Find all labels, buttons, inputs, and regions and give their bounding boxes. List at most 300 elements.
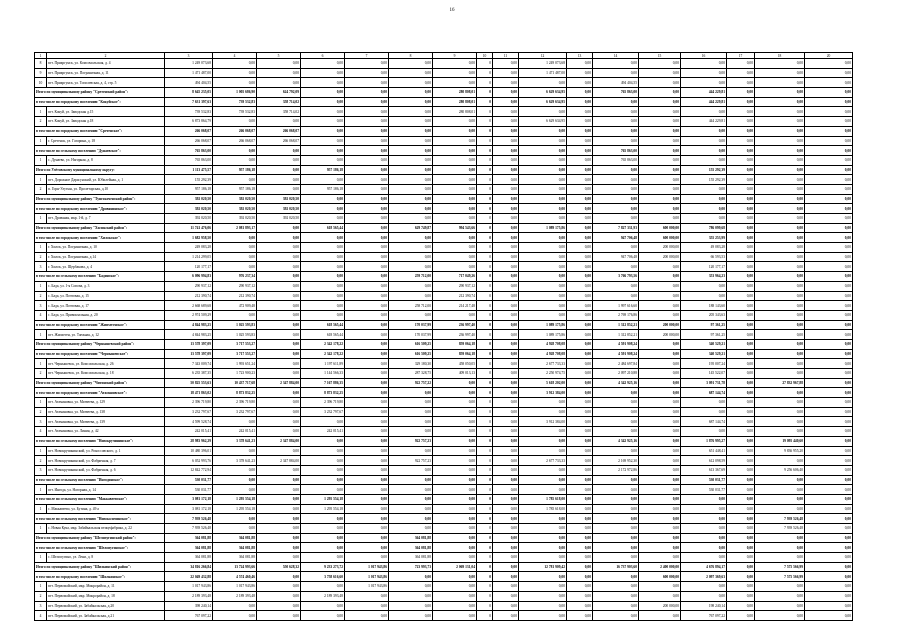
value-cell: 0,00 <box>755 233 805 243</box>
row-index: 4 <box>35 427 47 437</box>
value-cell: 155 292,39 <box>165 175 213 185</box>
value-cell: 0,00 <box>345 398 389 408</box>
value-cell: 0,00 <box>727 582 755 592</box>
value-cell: 0,00 <box>567 398 593 408</box>
value-cell: 0,00 <box>257 611 301 621</box>
value-cell: 0,00 <box>567 572 593 582</box>
value-cell: 0 <box>477 553 493 563</box>
value-cell: 7 167 886,35 <box>301 378 345 388</box>
address-cell: с. Бада, ул. 1-я Сопова, д. 3 <box>47 281 165 291</box>
value-cell: 0,00 <box>519 398 567 408</box>
row-index: 1 <box>35 582 47 592</box>
value-cell: 0,00 <box>345 485 389 495</box>
value-cell: 0,00 <box>755 272 805 282</box>
value-cell: 0,00 <box>681 78 727 88</box>
value-cell: 0,00 <box>345 427 389 437</box>
value-cell: 0,00 <box>755 553 805 563</box>
value-cell: 0,00 <box>345 436 389 446</box>
value-cell: 266 068,07 <box>257 126 301 136</box>
value-cell: 0,00 <box>433 407 477 417</box>
value-cell: 392 020,50 <box>165 194 213 204</box>
value-cell: 0,00 <box>519 126 567 136</box>
value-cell: 0,00 <box>805 146 853 156</box>
value-cell: 4 591 908,24 <box>593 349 639 359</box>
value-cell: 0,00 <box>433 262 477 272</box>
value-cell: 0,00 <box>213 78 257 88</box>
value-cell: 28 983 962,29 <box>165 436 213 446</box>
value-cell: 9 233 273,72 <box>301 562 345 572</box>
value-cell: 0,00 <box>639 155 681 165</box>
value-cell: 717 049,26 <box>433 272 477 282</box>
row-index: 1 <box>35 330 47 340</box>
value-cell: 0,00 <box>389 155 433 165</box>
value-cell: 340 529,21 <box>681 339 727 349</box>
table-row <box>35 59 853 69</box>
value-cell: 0,00 <box>567 533 593 543</box>
value-cell: 0,00 <box>493 262 519 272</box>
value-cell: 0,00 <box>493 243 519 253</box>
value-cell: 0,00 <box>593 291 639 301</box>
value-cell: 1 312 852,21 <box>593 320 639 330</box>
value-cell: 27 832 967,88 <box>755 378 805 388</box>
value-cell: 10 480 396,01 <box>165 446 213 456</box>
value-cell: 7 575 566,99 <box>755 572 805 582</box>
value-cell: 0 <box>477 359 493 369</box>
value-cell: 0,00 <box>567 223 593 233</box>
value-cell: 0,00 <box>301 88 345 98</box>
value-cell: 7 343 009,74 <box>165 359 213 369</box>
value-cell: 0,00 <box>593 582 639 592</box>
value-cell: 364 081,88 <box>389 533 433 543</box>
value-cell: 0,00 <box>257 475 301 485</box>
value-cell: 0,00 <box>727 369 755 379</box>
value-cell: 7 631 397,63 <box>165 97 213 107</box>
value-cell: 0,00 <box>593 165 639 175</box>
row-index: 3 <box>35 262 47 272</box>
value-cell: 947 706,48 <box>593 233 639 243</box>
value-cell: 0,00 <box>727 165 755 175</box>
row-index: 1 <box>35 504 47 514</box>
value-cell: 0,00 <box>389 175 433 185</box>
value-cell: 0,00 <box>681 184 727 194</box>
row-label: в том числе по сельскому поселению "Шелопугинское": <box>35 543 165 553</box>
value-cell: 0,00 <box>257 243 301 253</box>
address-cell: с. Бада, ул. Привокзальная, д. 20 <box>47 310 165 320</box>
value-cell: 0,00 <box>593 262 639 272</box>
value-cell: 0,00 <box>567 407 593 417</box>
value-cell: 1 113 475,57 <box>165 165 213 175</box>
value-cell: 0,00 <box>567 136 593 146</box>
value-cell: 200 000,00 <box>639 320 681 330</box>
value-cell: 2 396 719,80 <box>301 398 345 408</box>
row-index: 1 <box>35 281 47 291</box>
value-cell: 957 186,18 <box>301 184 345 194</box>
value-cell: 0,00 <box>639 582 681 592</box>
address-cell: пгт. Первомайский, мкр. Микрорайон, д. 18 <box>47 591 165 601</box>
value-cell: 6 096 994,83 <box>165 272 213 282</box>
value-cell: 0,00 <box>433 446 477 456</box>
value-cell: 0,00 <box>593 514 639 524</box>
value-cell: 280 808,01 <box>433 97 477 107</box>
value-cell: 0,00 <box>805 214 853 224</box>
value-cell: 7 939 526,48 <box>165 514 213 524</box>
value-cell: 0,00 <box>389 233 433 243</box>
value-cell: 0,00 <box>493 291 519 301</box>
value-cell: 0 <box>477 572 493 582</box>
value-cell: 0,00 <box>433 204 477 214</box>
value-cell: 0,00 <box>345 591 389 601</box>
value-cell: 2 189 393,48 <box>165 591 213 601</box>
table-row <box>35 252 853 262</box>
row-label: Итого по муниципальному району "Шелопугинский район": <box>35 533 165 543</box>
column-number-cell: 11 <box>493 53 519 59</box>
value-cell: 392 020,50 <box>165 214 213 224</box>
row-label: в том числе по городскому поселению "Сретенское": <box>35 126 165 136</box>
value-cell: 0,00 <box>519 165 567 175</box>
value-cell: 765 863,00 <box>165 155 213 165</box>
value-cell: 0,00 <box>389 591 433 601</box>
value-cell: 0,00 <box>567 611 593 621</box>
value-cell: 66 593,53 <box>681 252 727 262</box>
value-cell: 0,00 <box>593 475 639 485</box>
value-cell: 4 591 908,24 <box>593 339 639 349</box>
value-cell: 0,00 <box>433 417 477 427</box>
value-cell: 0,00 <box>213 465 257 475</box>
table-row <box>35 136 853 146</box>
value-cell: 0,00 <box>519 533 567 543</box>
value-cell: 120 177,17 <box>165 262 213 272</box>
value-cell: 0,00 <box>213 514 257 524</box>
value-cell: 0,00 <box>301 456 345 466</box>
value-cell: 0 <box>477 281 493 291</box>
value-cell: 0,00 <box>639 59 681 69</box>
value-cell: 0,00 <box>493 310 519 320</box>
value-cell: 214 217,48 <box>433 301 477 311</box>
value-cell: 957 186,18 <box>213 165 257 175</box>
value-cell: 0,00 <box>755 59 805 69</box>
value-cell: 0,00 <box>519 281 567 291</box>
value-cell: 0,00 <box>493 388 519 398</box>
row-label: в том числе по городскому поселению "Атамановское": <box>35 388 165 398</box>
value-cell: 0,00 <box>519 436 567 446</box>
row-index: 1 <box>35 214 47 224</box>
value-cell: 0,00 <box>727 398 755 408</box>
value-cell: 0,00 <box>519 107 567 117</box>
address-cell: пгт. Кокуй, ул. Заводская д.15 <box>47 107 165 117</box>
value-cell: 0 <box>477 388 493 398</box>
value-cell: 0,00 <box>519 136 567 146</box>
value-cell: 0,00 <box>389 59 433 69</box>
value-cell: 0,00 <box>493 369 519 379</box>
value-cell: 0,00 <box>727 184 755 194</box>
value-cell: 6 629 634,95 <box>519 97 567 107</box>
table-row <box>35 214 853 224</box>
value-cell: 0,00 <box>593 214 639 224</box>
value-cell: 0 <box>477 214 493 224</box>
column-number-cell: 1 <box>35 53 47 59</box>
value-cell: 0,00 <box>493 475 519 485</box>
value-cell: 0,00 <box>567 281 593 291</box>
value-cell: 0,00 <box>639 339 681 349</box>
value-cell: 0,00 <box>493 533 519 543</box>
value-cell: 0,00 <box>345 407 389 417</box>
value-cell: 0,00 <box>639 175 681 185</box>
value-cell: 1 723 900,23 <box>213 369 257 379</box>
value-cell: 0,00 <box>805 446 853 456</box>
value-cell: 0,00 <box>301 243 345 253</box>
value-cell: 0,00 <box>213 262 257 272</box>
value-cell: 0,00 <box>389 184 433 194</box>
value-cell: 859 064,18 <box>433 339 477 349</box>
value-cell: 0,00 <box>213 59 257 69</box>
value-cell: 7 939 526,48 <box>755 524 805 534</box>
value-cell: 957 186,18 <box>301 165 345 175</box>
value-cell: 0,00 <box>681 553 727 563</box>
value-cell: 0,00 <box>805 533 853 543</box>
value-cell: 0 <box>477 59 493 69</box>
row-index: 2 <box>35 591 47 601</box>
table-total-row <box>35 272 853 282</box>
value-cell: 0,00 <box>755 281 805 291</box>
table-row <box>35 107 853 117</box>
value-cell: 0 <box>477 417 493 427</box>
value-cell: 0,00 <box>345 146 389 156</box>
value-cell: 0,00 <box>805 475 853 485</box>
value-cell: 0,00 <box>727 465 755 475</box>
value-cell: 0,00 <box>755 494 805 504</box>
value-cell: 0,00 <box>389 475 433 485</box>
value-cell: 0,00 <box>805 281 853 291</box>
value-cell: 7 939 526,48 <box>755 514 805 524</box>
value-cell: 8 645 235,05 <box>165 88 213 98</box>
value-cell: 0,00 <box>433 572 477 582</box>
value-cell: 0,00 <box>213 611 257 621</box>
address-cell: с. Маккавеево, ул. Бутина, д. 49 а <box>47 504 165 514</box>
value-cell: 0,00 <box>567 252 593 262</box>
value-cell: 0,00 <box>755 398 805 408</box>
value-cell: 0,00 <box>493 330 519 340</box>
value-cell: 0,00 <box>257 184 301 194</box>
value-cell: 0,00 <box>639 349 681 359</box>
value-cell: 0,00 <box>493 349 519 359</box>
value-cell: 0,00 <box>493 184 519 194</box>
value-cell: 0,00 <box>301 553 345 563</box>
value-cell: 50 825 553,63 <box>165 378 213 388</box>
value-cell: 0,00 <box>639 359 681 369</box>
value-cell: 0,00 <box>493 504 519 514</box>
value-cell: 530 031,77 <box>681 475 727 485</box>
value-cell: 0,00 <box>727 243 755 253</box>
value-cell: 0 <box>477 136 493 146</box>
value-cell: 0,00 <box>519 446 567 456</box>
value-cell: 0,00 <box>755 349 805 359</box>
value-cell: 0,00 <box>345 291 389 301</box>
value-cell: 364 081,88 <box>165 533 213 543</box>
value-cell: 0,00 <box>301 611 345 621</box>
value-cell: 0,00 <box>519 475 567 485</box>
value-cell: 242 015,41 <box>213 427 257 437</box>
value-cell: 0,00 <box>805 553 853 563</box>
value-cell: 0,00 <box>519 572 567 582</box>
value-cell: 0,00 <box>567 291 593 301</box>
value-cell: 97 361,25 <box>681 320 727 330</box>
value-cell: 0,00 <box>681 136 727 146</box>
value-cell: 0,00 <box>681 504 727 514</box>
value-cell: 266 068,07 <box>213 126 257 136</box>
value-cell: 0,00 <box>493 320 519 330</box>
address-cell: п. Горн-Улутын, ул. Пролетарская, д.10 <box>47 184 165 194</box>
column-number-cell: 5 <box>257 53 301 59</box>
address-cell: пгт. Чернышевск, ул. Комсомольская, д. 26 <box>47 359 165 369</box>
value-cell: 0,00 <box>805 572 853 582</box>
value-cell: 600 000,00 <box>639 233 681 243</box>
value-cell: 0,00 <box>257 233 301 243</box>
value-cell: 0,00 <box>301 175 345 185</box>
value-cell: 0,00 <box>805 252 853 262</box>
value-cell: 0,00 <box>755 504 805 514</box>
row-index: 1 <box>35 243 47 253</box>
value-cell: 0,00 <box>681 494 727 504</box>
value-cell: 0,00 <box>805 417 853 427</box>
value-cell: 0,00 <box>257 310 301 320</box>
value-cell: 0,00 <box>567 494 593 504</box>
value-cell: 0,00 <box>727 68 755 78</box>
value-cell: 922 757,23 <box>389 456 433 466</box>
value-cell: 170 037,99 <box>389 330 433 340</box>
value-cell: 0,00 <box>257 281 301 291</box>
value-cell: 0,00 <box>345 223 389 233</box>
value-cell: 0 <box>477 339 493 349</box>
table-row <box>35 601 853 611</box>
value-cell: 0,00 <box>433 146 477 156</box>
value-cell: 0,00 <box>805 504 853 514</box>
value-cell: 0,00 <box>257 388 301 398</box>
value-cell: 0,00 <box>681 146 727 156</box>
value-cell: 0,00 <box>493 553 519 563</box>
value-cell: 0,00 <box>301 601 345 611</box>
value-cell: 0,00 <box>257 553 301 563</box>
value-cell: 0,00 <box>433 524 477 534</box>
value-cell: 4 599 528,74 <box>165 417 213 427</box>
value-cell: 624 792,09 <box>257 88 301 98</box>
value-cell: 0 <box>477 233 493 243</box>
value-cell: 0 <box>477 330 493 340</box>
row-label: Итого по муниципальному району "Шилкинский район": <box>35 562 165 572</box>
value-cell: 0 <box>477 465 493 475</box>
value-cell: 0,00 <box>639 475 681 485</box>
value-cell: 0,00 <box>805 582 853 592</box>
value-cell: 0 <box>477 369 493 379</box>
table-row <box>35 456 853 466</box>
value-cell: 0,00 <box>805 407 853 417</box>
value-cell: 0,00 <box>755 485 805 495</box>
value-cell: 0,00 <box>493 407 519 417</box>
value-cell: 0,00 <box>493 136 519 146</box>
value-cell: 0,00 <box>567 446 593 456</box>
value-cell: 0,00 <box>639 68 681 78</box>
value-cell: 0,00 <box>727 97 755 107</box>
value-cell: 0,00 <box>567 233 593 243</box>
value-cell: 0,00 <box>805 262 853 272</box>
value-cell: 0,00 <box>493 378 519 388</box>
value-cell: 0,00 <box>257 572 301 582</box>
value-cell: 9 256 606,40 <box>755 465 805 475</box>
value-cell: 0,00 <box>805 524 853 534</box>
value-cell: 0,00 <box>301 446 345 456</box>
table-row <box>35 330 853 340</box>
value-cell: 765 863,00 <box>593 155 639 165</box>
value-cell: 0 <box>477 378 493 388</box>
value-cell: 0 <box>477 349 493 359</box>
value-cell: 0,00 <box>433 59 477 69</box>
value-cell: 0,00 <box>301 582 345 592</box>
value-cell: 0,00 <box>345 330 389 340</box>
value-cell: 0,00 <box>755 456 805 466</box>
value-cell: 0,00 <box>727 320 755 330</box>
value-cell: 0,00 <box>519 262 567 272</box>
value-cell: 0,00 <box>727 291 755 301</box>
value-cell: 0,00 <box>805 514 853 524</box>
table-row <box>35 398 853 408</box>
value-cell: 0,00 <box>519 543 567 553</box>
address-cell: пгт. Дровяная, мкр. 1-й, д. 7 <box>47 214 165 224</box>
value-cell: 0,00 <box>567 369 593 379</box>
value-cell: 0,00 <box>433 243 477 253</box>
value-cell: 0,00 <box>755 339 805 349</box>
value-cell: 6 629 634,95 <box>519 117 567 127</box>
value-cell: 0,00 <box>345 252 389 262</box>
value-cell: 0,00 <box>805 310 853 320</box>
address-cell: г. Хилок, ул. Пограничная, д. 10 <box>47 243 165 253</box>
value-cell: 392 020,50 <box>213 204 257 214</box>
row-index: 9 <box>35 68 47 78</box>
value-cell: 0,00 <box>755 601 805 611</box>
row-index: 8 <box>35 59 47 69</box>
value-cell: 0,00 <box>727 301 755 311</box>
value-cell: 0,00 <box>345 88 389 98</box>
value-cell: 7 939 526,48 <box>165 524 213 534</box>
value-cell: 5 618 202,00 <box>519 378 567 388</box>
value-cell: 2 081 893,17 <box>213 223 257 233</box>
value-cell: 0,00 <box>755 582 805 592</box>
value-cell: 0,00 <box>805 155 853 165</box>
value-cell: 0,00 <box>301 194 345 204</box>
value-cell: 6 873 864,79 <box>165 117 213 127</box>
value-cell: 0,00 <box>519 553 567 563</box>
value-cell: 0,00 <box>567 320 593 330</box>
value-cell: 1 005 686,90 <box>213 88 257 98</box>
value-cell: 329 180,30 <box>389 359 433 369</box>
value-cell: 0,00 <box>257 175 301 185</box>
value-cell: 0,00 <box>567 417 593 427</box>
value-cell: 0,00 <box>567 524 593 534</box>
value-cell: 0,00 <box>755 320 805 330</box>
value-cell: 0 <box>477 107 493 117</box>
value-cell: 2 974 509,29 <box>165 310 213 320</box>
address-cell: пгт. Жипхеген, ул. Таежная, д. 12 <box>47 330 165 340</box>
value-cell: 0,00 <box>389 572 433 582</box>
value-cell: 2 347 884,00 <box>257 436 301 446</box>
value-cell: 0,00 <box>213 601 257 611</box>
value-cell: 0,00 <box>257 272 301 282</box>
value-cell: 0,00 <box>567 553 593 563</box>
value-cell: 0 <box>477 543 493 553</box>
value-cell: 0,00 <box>493 301 519 311</box>
value-cell: 0,00 <box>345 68 389 78</box>
value-cell: 0,00 <box>213 243 257 253</box>
value-cell: 0,00 <box>389 291 433 301</box>
value-cell: 0,00 <box>389 524 433 534</box>
